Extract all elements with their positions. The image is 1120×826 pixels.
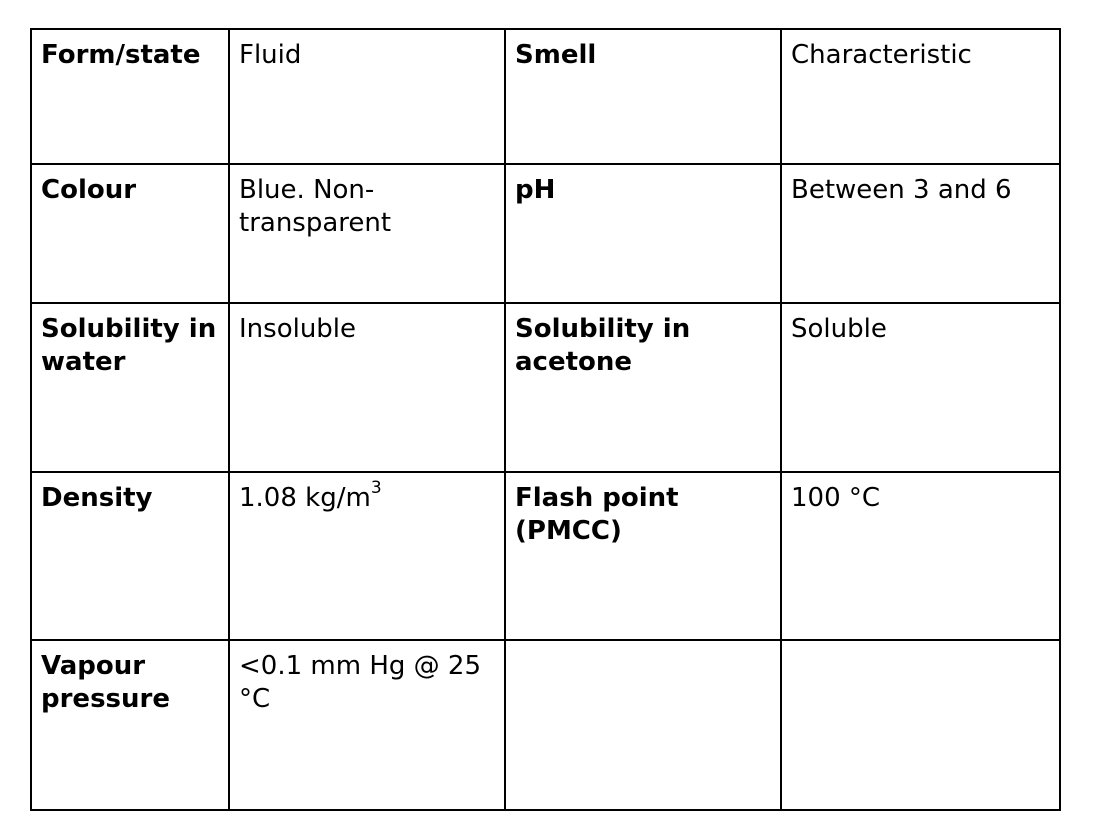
flash-point-label: Flash point (PMCC) [505, 472, 781, 640]
ph-value: Between 3 and 6 [781, 164, 1060, 303]
properties-table [30, 28, 1061, 811]
vapour-pressure-label: Vapour pressure [31, 640, 229, 810]
solubility-acetone-label: Solubility in acetone [505, 303, 781, 472]
form-state-label: Form/state [31, 29, 229, 164]
smell-value: Characteristic [781, 29, 1060, 164]
empty-label-cell [505, 640, 781, 810]
empty-value-cell [781, 640, 1060, 810]
flash-point-value: 100 °C [781, 472, 1060, 640]
density-label: Density [31, 472, 229, 640]
table-row [31, 303, 1060, 472]
solubility-water-label: Solubility in water [31, 303, 229, 472]
colour-label: Colour [31, 164, 229, 303]
form-state-value: Fluid [229, 29, 505, 164]
ph-label: pH [505, 164, 781, 303]
density-value-text: 1.08 kg/m [239, 483, 371, 513]
solubility-water-value: Insoluble [229, 303, 505, 472]
density-value [229, 472, 505, 640]
table-row [31, 640, 1060, 810]
solubility-acetone-value: Soluble [781, 303, 1060, 472]
density-exponent: 3 [370, 478, 382, 499]
table-row [31, 29, 1060, 164]
table-row [31, 164, 1060, 303]
smell-label: Smell [505, 29, 781, 164]
table-row [31, 472, 1060, 640]
vapour-pressure-value: <0.1 mm Hg @ 25 °C [229, 640, 505, 810]
colour-value: Blue. Non-transparent [229, 164, 505, 303]
